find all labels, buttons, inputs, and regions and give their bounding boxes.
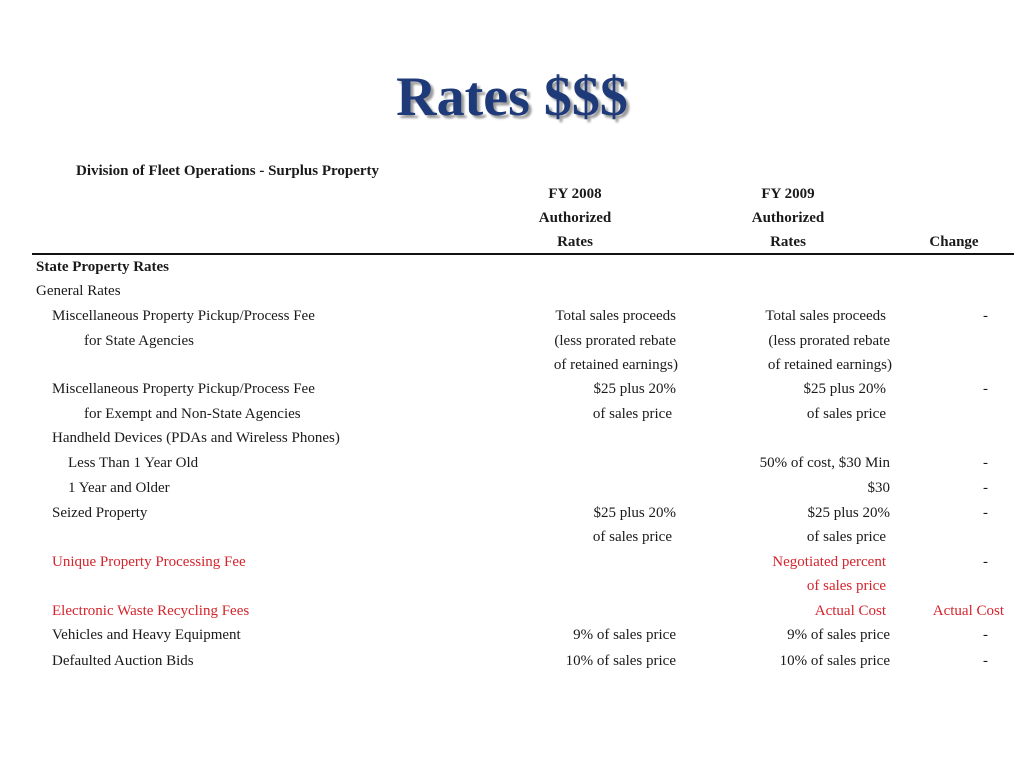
fy2009-header-line1: FY 2009 [761, 186, 815, 202]
fy2009-value: Actual Cost [814, 603, 886, 619]
fy2009-value: of sales price [806, 578, 886, 594]
row-label: Miscellaneous Property Pickup/Process Fee [52, 308, 315, 324]
row-label: Seized Property [52, 505, 148, 521]
fy2008-value: 9% of sales price [573, 627, 676, 643]
fy2009-value: Negotiated percent [772, 554, 886, 570]
change-value: - [983, 653, 988, 669]
fy2008-header-line2: Authorized [538, 210, 612, 226]
fy2008-header-line3: Rates [557, 234, 593, 250]
fy2008-value: (less prorated rebate [554, 333, 676, 349]
fy2009-value: Total sales proceeds [765, 308, 886, 324]
table-heading: Division of Fleet Operations - Surplus Property [76, 163, 380, 179]
fy2009-header-line3: Rates [770, 234, 806, 250]
row-label: Vehicles and Heavy Equipment [52, 627, 241, 643]
row-label: Defaulted Auction Bids [52, 653, 194, 669]
fy2009-value: of retained earnings) [767, 357, 892, 373]
section-general-rates: General Rates [36, 283, 121, 299]
fy2008-value: of sales price [592, 529, 672, 545]
row-label: Electronic Waste Recycling Fees [52, 603, 250, 619]
fy2009-value: 50% of cost, $30 Min [759, 455, 890, 471]
row-label-continued: for State Agencies [84, 333, 194, 349]
fy2008-value: of sales price [592, 406, 672, 422]
fy2008-value: $25 plus 20% [593, 505, 676, 521]
row-label: Miscellaneous Property Pickup/Process Fee [52, 381, 315, 397]
section-state-property-rates: State Property Rates [36, 259, 170, 275]
fy2009-value: $30 [867, 480, 890, 496]
change-value: - [983, 381, 988, 397]
change-value: - [983, 480, 988, 496]
fy2008-value: of retained earnings) [553, 357, 678, 373]
row-label-continued: for Exempt and Non-State Agencies [84, 406, 301, 422]
slide-title: Rates $$$ [396, 66, 628, 128]
row-label: Less Than 1 Year Old [68, 455, 199, 471]
change-value: - [983, 627, 988, 643]
header-rule [32, 253, 1014, 255]
change-value: Actual Cost [932, 603, 1004, 619]
fy2009-value: 10% of sales price [779, 653, 890, 669]
fy2009-value: (less prorated rebate [768, 333, 890, 349]
fy2008-value: 10% of sales price [565, 653, 676, 669]
change-header: Change [929, 234, 979, 250]
fy2009-value: 9% of sales price [787, 627, 890, 643]
fy2009-value: $25 plus 20% [807, 505, 890, 521]
fy2009-value: $25 plus 20% [803, 381, 886, 397]
row-label: Unique Property Processing Fee [52, 554, 246, 570]
row-label: 1 Year and Older [68, 480, 170, 496]
change-value: - [983, 455, 988, 471]
fy2009-header-line2: Authorized [751, 210, 825, 226]
fy2009-value: of sales price [806, 406, 886, 422]
row-label: Handheld Devices (PDAs and Wireless Phones) [52, 430, 340, 446]
fy2008-value: $25 plus 20% [593, 381, 676, 397]
fy2009-value: of sales price [806, 529, 886, 545]
fy2008-header-line1: FY 2008 [548, 186, 602, 202]
change-value: - [983, 554, 988, 570]
change-value: - [983, 505, 988, 521]
change-value: - [983, 308, 988, 324]
fy2008-value: Total sales proceeds [555, 308, 676, 324]
